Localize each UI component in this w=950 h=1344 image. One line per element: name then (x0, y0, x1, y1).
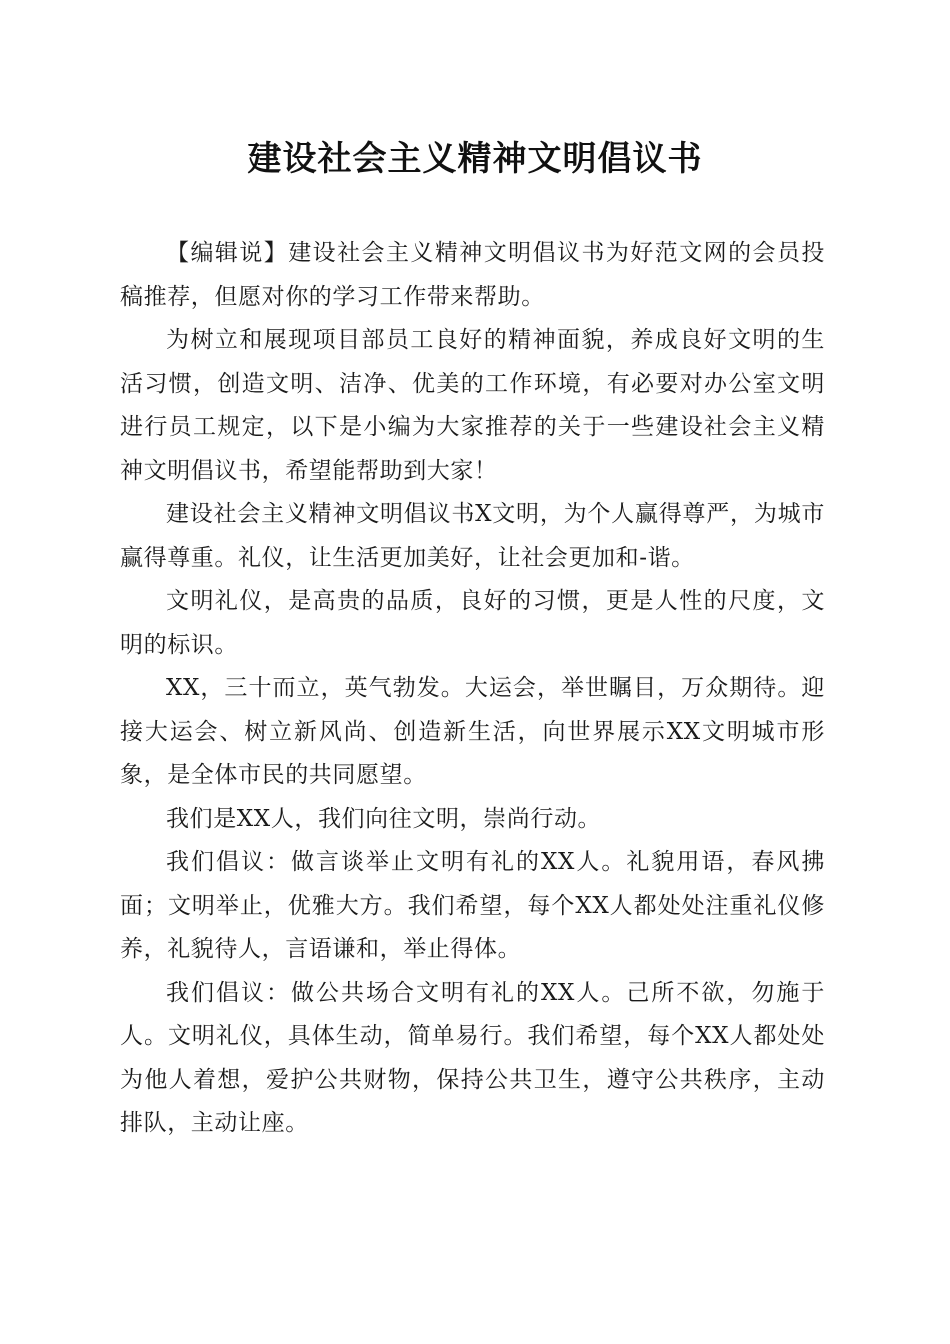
paragraph-proposal-speech: 我们倡议：做言谈举止文明有礼的XX人。礼貌用语，春风拂面；文明举止，优雅大方。我们希望，每个XX人都处处注重礼仪修养，礼貌待人，言语谦和，举止得体。 (120, 849, 825, 962)
paragraph-proposal-public: 我们倡议：做公共场合文明有礼的XX人。己所不欲，勿施于人。文明礼仪，具体生动，简单易行。我们希望，每个XX人都处处为他人着想，爱护公共财物，保持公共卫生，遵守公共秩序，主动排队，主动让座。 (120, 979, 825, 1136)
document-title: 建设社会主义精神文明倡议书 (247, 139, 703, 179)
paragraph-intro: 为树立和展现项目部员工良好的精神面貌，养成良好文明的生活习惯，创造文明、洁净、优美的工作环境，有必要对办公室文明进行员工规定，以下是小编为大家推荐的关于一些建设社会主义精神文明倡议书，希望能帮助到大家！ (120, 327, 825, 484)
paragraph-editor-note: 【编辑说】建设社会主义精神文明倡议书为好范文网的会员投稿推荐，但愿对你的学习工作带来帮助。 (120, 240, 825, 310)
paragraph-we-are: 我们是XX人，我们向往文明，崇尚行动。 (166, 805, 602, 832)
paragraph-etiquette-quality: 文明礼仪，是高贵的品质，良好的习惯，更是人性的尺度，文明的标识。 (120, 588, 825, 658)
document-body (120, 232, 825, 1146)
paragraph-universiade: XX，三十而立，英气勃发。大运会，举世瞩目，万众期待。迎接大运会、树立新风尚、创造新生活，向世界展示XX文明城市形象，是全体市民的共同愿望。 (120, 675, 825, 788)
paragraph-civility-dignity: 建设社会主义精神文明倡议书X文明，为个人赢得尊严，为城市赢得尊重。礼仪，让生活更加美好，让社会更加和-谐。 (120, 501, 825, 571)
